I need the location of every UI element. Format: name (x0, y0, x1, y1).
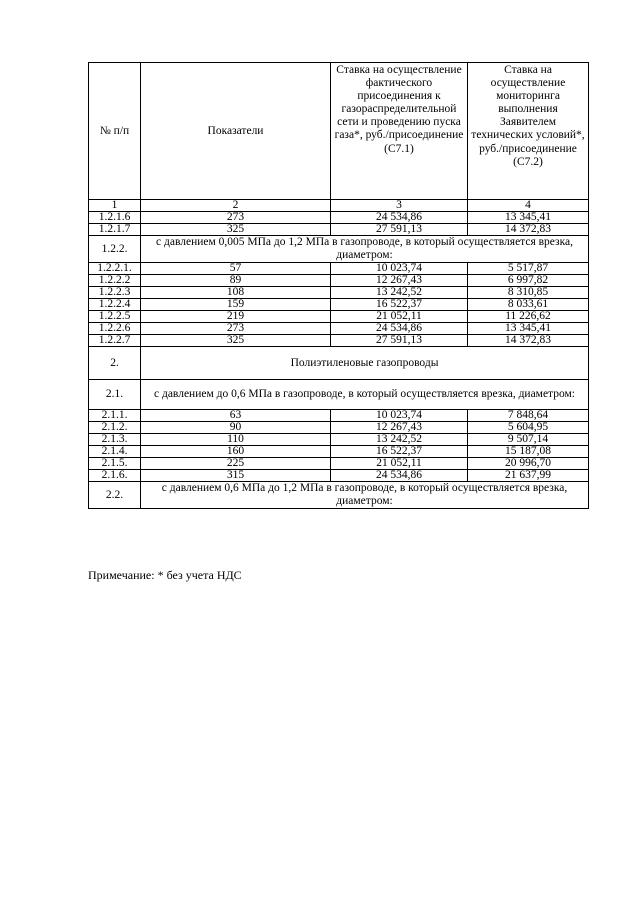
header-number: № п/п (89, 63, 141, 200)
row-number: 1.2.2.5 (89, 311, 141, 323)
tariff-table-body (89, 63, 589, 509)
table-row (89, 458, 589, 470)
row-indicator: 89 (141, 275, 331, 287)
row-indicator: 90 (141, 422, 331, 434)
table-row (89, 212, 589, 224)
table-row (89, 263, 589, 275)
section-row-2 (89, 347, 589, 380)
row-rate-c72: 6 997,82 (468, 275, 589, 287)
table-row (89, 311, 589, 323)
group-row-2-2 (89, 482, 589, 509)
row-number: 2.1.5. (89, 458, 141, 470)
column-number-4: 4 (468, 200, 589, 212)
row-rate-c72: 13 345,41 (468, 212, 589, 224)
row-rate-c71: 12 267,43 (331, 275, 468, 287)
row-rate-c72: 11 226,62 (468, 311, 589, 323)
row-indicator: 219 (141, 311, 331, 323)
row-number: 1.2.2.2 (89, 275, 141, 287)
row-rate-c72: 8 033,61 (468, 299, 589, 311)
table-row (89, 224, 589, 236)
table-row (89, 434, 589, 446)
table-row (89, 299, 589, 311)
row-number: 1.2.1.7 (89, 224, 141, 236)
table-row (89, 335, 589, 347)
row-rate-c71: 27 591,13 (331, 335, 468, 347)
table-row (89, 323, 589, 335)
group-description: с давлением до 0,6 МПа в газопроводе, в который осуществляется врезка, диаметром: (141, 380, 589, 410)
row-indicator: 108 (141, 287, 331, 299)
row-rate-c72: 5 604,95 (468, 422, 589, 434)
table-row (89, 470, 589, 482)
row-indicator: 273 (141, 323, 331, 335)
row-indicator: 225 (141, 458, 331, 470)
row-rate-c72: 20 996,70 (468, 458, 589, 470)
row-number: 1.2.2.6 (89, 323, 141, 335)
row-indicator: 160 (141, 446, 331, 458)
row-indicator: 63 (141, 410, 331, 422)
group-row-1-2-2 (89, 236, 589, 263)
row-number: 2.1.4. (89, 446, 141, 458)
row-rate-c72: 8 310,85 (468, 287, 589, 299)
row-rate-c71: 13 242,52 (331, 434, 468, 446)
row-rate-c72: 21 637,99 (468, 470, 589, 482)
row-rate-c72: 15 187,08 (468, 446, 589, 458)
row-rate-c71: 21 052,11 (331, 458, 468, 470)
row-rate-c71: 27 591,13 (331, 224, 468, 236)
header-indicators: Показатели (141, 63, 331, 200)
section-number: 2. (89, 347, 141, 380)
column-numbering-row (89, 200, 589, 212)
row-indicator: 325 (141, 224, 331, 236)
section-title: Полиэтиленовые газопроводы (141, 347, 589, 380)
row-rate-c72: 9 507,14 (468, 434, 589, 446)
table-row (89, 287, 589, 299)
row-number: 1.2.2.3 (89, 287, 141, 299)
row-rate-c71: 21 052,11 (331, 311, 468, 323)
footnote: Примечание: * без учета НДС (88, 568, 242, 582)
row-rate-c72: 14 372,83 (468, 224, 589, 236)
row-rate-c72: 14 372,83 (468, 335, 589, 347)
row-rate-c71: 16 522,37 (331, 446, 468, 458)
row-rate-c71: 24 534,86 (331, 470, 468, 482)
row-rate-c71: 13 242,52 (331, 287, 468, 299)
row-number: 2.1.6. (89, 470, 141, 482)
row-rate-c71: 24 534,86 (331, 323, 468, 335)
table-header-row (89, 63, 589, 200)
row-indicator: 325 (141, 335, 331, 347)
group-description: с давлением 0,6 МПа до 1,2 МПа в газопроводе, в который осуществляется врезка, диаметром: (141, 482, 589, 509)
tariff-table (88, 62, 589, 509)
row-rate-c72: 7 848,64 (468, 410, 589, 422)
table-row (89, 422, 589, 434)
row-number: 1.2.1.6 (89, 212, 141, 224)
row-indicator: 315 (141, 470, 331, 482)
row-indicator: 273 (141, 212, 331, 224)
row-rate-c72: 13 345,41 (468, 323, 589, 335)
column-number-3: 3 (331, 200, 468, 212)
table-row (89, 275, 589, 287)
row-rate-c71: 12 267,43 (331, 422, 468, 434)
row-number: 2.1.3. (89, 434, 141, 446)
row-number: 1.2.2.1. (89, 263, 141, 275)
group-number: 2.1. (89, 380, 141, 410)
group-number: 2.2. (89, 482, 141, 509)
column-number-2: 2 (141, 200, 331, 212)
row-indicator: 57 (141, 263, 331, 275)
row-number: 1.2.2.7 (89, 335, 141, 347)
row-rate-c72: 5 517,87 (468, 263, 589, 275)
row-rate-c71: 24 534,86 (331, 212, 468, 224)
table-row (89, 446, 589, 458)
header-rate-c72: Ставка на осуществление мониторинга выполнения Заявителем технических условий*, руб./присоединение (С7.2) (468, 63, 589, 200)
group-number: 1.2.2. (89, 236, 141, 263)
row-number: 2.1.2. (89, 422, 141, 434)
row-number: 1.2.2.4 (89, 299, 141, 311)
row-rate-c71: 10 023,74 (331, 263, 468, 275)
header-rate-c71: Ставка на осуществление фактического присоединения к газораспределительной сети и проведению пуска газа*, руб./присоединение (С7.1) (331, 63, 468, 200)
row-indicator: 159 (141, 299, 331, 311)
group-description: с давлением 0,005 МПа до 1,2 МПа в газопроводе, в который осуществляется врезка, диаметром: (141, 236, 589, 263)
group-row-2-1 (89, 380, 589, 410)
row-rate-c71: 10 023,74 (331, 410, 468, 422)
row-indicator: 110 (141, 434, 331, 446)
column-number-1: 1 (89, 200, 141, 212)
row-rate-c71: 16 522,37 (331, 299, 468, 311)
row-number: 2.1.1. (89, 410, 141, 422)
table-row (89, 410, 589, 422)
